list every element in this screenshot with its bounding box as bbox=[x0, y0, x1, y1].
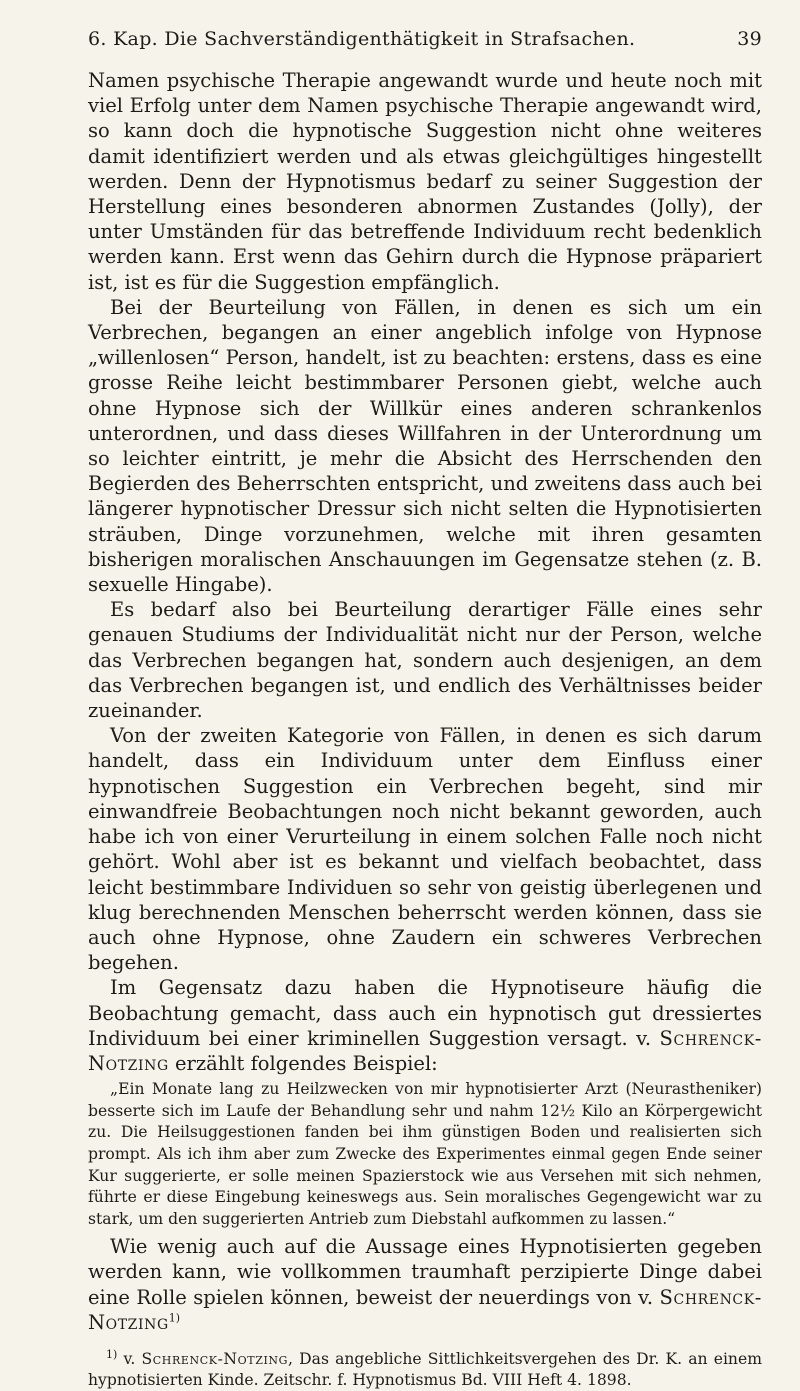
block-quote: „Ein Monate lang zu Heilzwecken von mir hypnotisierter Arzt (Neurastheniker) besserte sich im Laufe der Behandlung sehr und nahm 12½ Kilo an Körpergewicht zu. Die Heilsuggestionen fanden bei ihm günstigen Boden und realisierten sich prompt. Als ich ihm aber zum Zwecke des Experimentes einmal gegen Ende seiner Kur suggerierte, er solle meinen Spazierstock wie aus Versehen mit sich nehmen, führte er diese Eingebung keineswegs aus. Sein moralisches Gegengewicht war zu stark, um den suggerierten Antrieb zum Diebstahl aufkommen zu lassen.“ bbox=[88, 1080, 762, 1228]
paragraph: Bei der Beurteilung von Fällen, in denen es sich um ein Verbrechen, begangen an einer angeblich infolge von Hypnose „willenlosen“ Person, handelt, ist zu beachten: erstens, dass es eine grosse Reihe leicht bestimmbarer Personen giebt, welche auch ohne Hypnose sich der Willkür eines anderen schrankenlos unterordnen, und dass dieses Willfahren in der Unterordnung um so leichter eintritt, je mehr die Absicht des Herrschenden den Begierden des Beherrschten entspricht, und zweitens dass auch bei längerer hypnotischer Dressur sich nicht selten die Hypnotisierten sträuben, Dinge vorzunehmen, welche mit ihren gesamten bisherigen moralischen Anschauungen im Gegensatze stehen (z. B. sexuelle Hingabe). bbox=[88, 295, 762, 597]
paragraph: Es bedarf also bei Beurteilung derartiger Fälle eines sehr genauen Studiums der Individualität nicht nur der Person, welche das Verbrechen begangen hat, sondern auch desjenigen, an dem das Verbrechen begangen ist, und endlich des Verhältnisses beider zueinander. bbox=[88, 598, 762, 723]
footnote-mark: 1) bbox=[106, 1347, 118, 1361]
paragraph: Von der zweiten Kategorie von Fällen, in denen es sich darum handelt, dass ein Individuum unter dem Einfluss einer hypnotischen Suggestion ein Verbrechen begeht, sind mir einwandfreie Beobachtungen noch nicht bekannt geworden, auch habe ich von einer Verurteilung in einem solchen Falle noch nicht gehört. Wohl aber ist es bekannt und vielfach beobachtet, dass leicht bestimmbare Individuen so sehr von geistig überlegenen und klug berechnenden Menschen beherrscht werden können, dass sie auch ohne Hypnose, ohne Zaudern ein schweres Verbrechen begehen. bbox=[88, 724, 762, 975]
footnote-text: , Das angebliche Sittlichkeitsvergehen des Dr. K. an einem hypnotisierten Kinde. Zeitschr. f. Hypnotismus Bd. VIII Heft 4. 1898. bbox=[88, 1350, 762, 1390]
author-name: Schrenck-Notzing bbox=[88, 1285, 762, 1334]
paragraph bbox=[88, 1234, 762, 1335]
chapter-heading: 6. Kap. Die Sachverständigenthätigkeit in Strafsachen. bbox=[88, 28, 636, 50]
author-name: Schrenck-Notzing bbox=[141, 1350, 289, 1369]
paragraph-text: erzählt folgendes Beispiel: bbox=[168, 1051, 438, 1075]
body-text bbox=[88, 68, 762, 1335]
paragraph-text: Im Gegensatz dazu haben die Hypnotiseure häufig die Beobachtung gemacht, dass auch ein hypnotisch gut dressiertes Individuum bei einer kriminellen Suggestion versagt. v. bbox=[88, 976, 762, 1050]
paragraph-continued: Namen psychische Therapie angewandt wurde und heute noch mit viel Erfolg unter dem Namen psychische Therapie angewandt wird, so kann doch die hypnotische Suggestion nicht ohne weiteres damit identifiziert werden und als etwas gleichgültiges hingestellt werden. Denn der Hypnotismus bedarf zu seiner Suggestion der Herstellung eines besonderen abnormen Zustandes (Jolly), der unter Umständen für das betreffende Individuum recht bedenklich werden kann. Erst wenn das Gehirn durch die Hypnose präpariert ist, ist es für die Suggestion empfänglich. bbox=[88, 69, 762, 294]
paragraph-text: Wie wenig auch auf die Aussage eines Hypnotisierten gegeben werden kann, wie vollkommen traumhaft perzipierte Dinge dabei eine Rolle spielen können, beweist der neuerdings von v. bbox=[88, 1235, 762, 1309]
paragraph bbox=[88, 975, 762, 1076]
page-number: 39 bbox=[737, 28, 762, 50]
footnote-text: v. bbox=[117, 1350, 142, 1369]
running-head bbox=[88, 28, 762, 50]
footnote-reference: 1) bbox=[168, 1311, 181, 1325]
footnote bbox=[88, 1349, 762, 1391]
author-name: Schrenck-Notzing bbox=[88, 1026, 762, 1075]
